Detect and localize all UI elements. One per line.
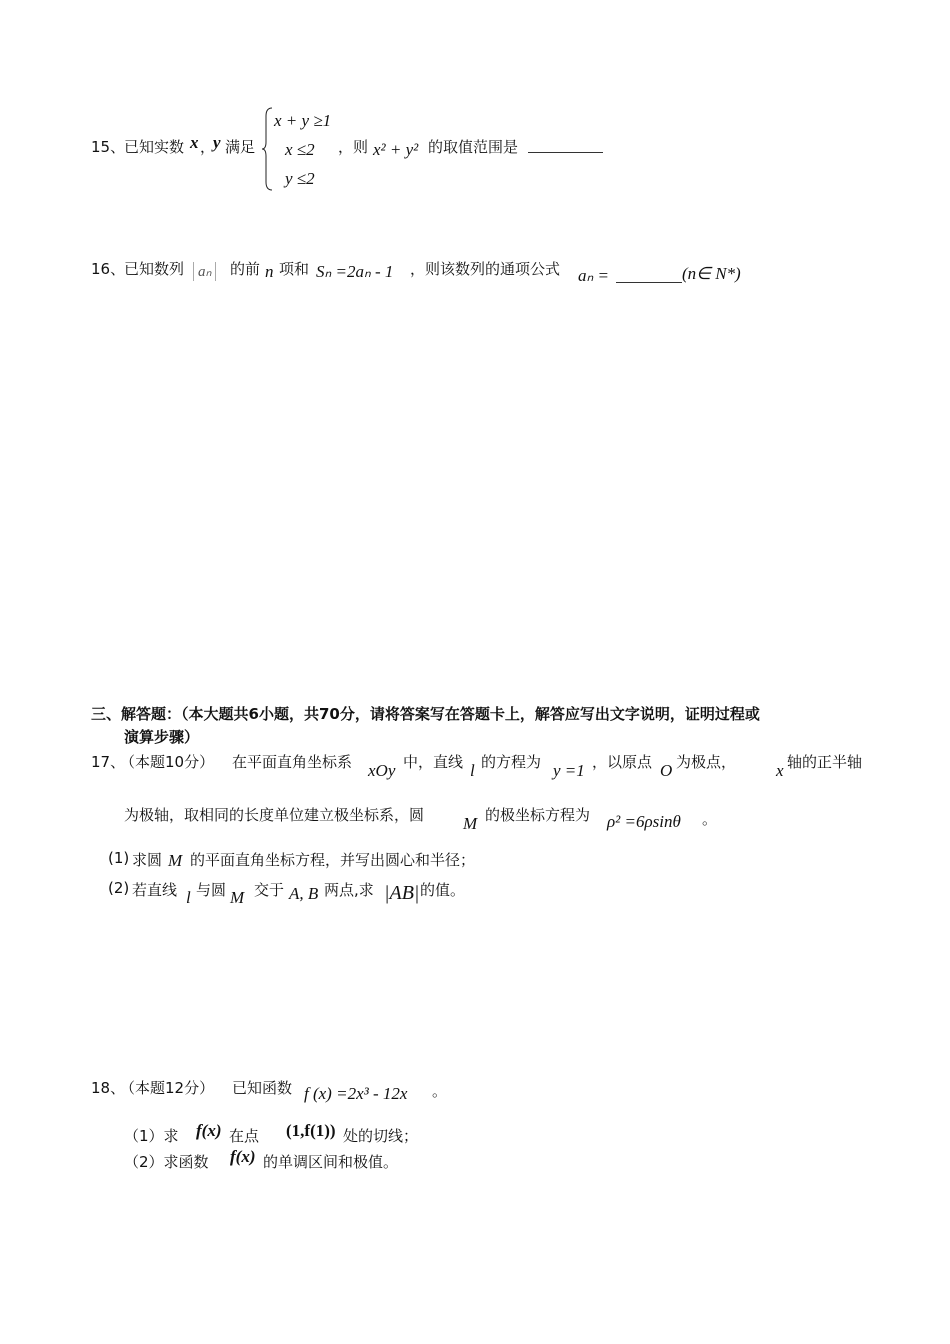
q17-sub2-abs-ab: |AB| — [384, 882, 420, 904]
q17-text-6: 轴的正半轴 — [787, 753, 863, 771]
q17-sub2-m: M — [230, 888, 245, 907]
q18-text-1: 已知函数 — [232, 1079, 293, 1097]
q17-xoy: xOy — [368, 761, 396, 780]
q18-number: 18、 — [91, 1079, 126, 1097]
q17-period: 。 — [702, 810, 718, 828]
q15-text-then: ，则 — [338, 138, 369, 156]
q15-number: 15、 — [91, 138, 126, 156]
q17-o: O — [660, 761, 673, 780]
q18-sub2-fx: f(x) — [230, 1147, 256, 1166]
q17-sub1-a: 求圆 — [132, 851, 163, 869]
q17-text-5: 为极点， — [676, 753, 737, 771]
section-3-line-1: 三、解答题：（本大题共6小题，共70分，请将答案写在答题卡上，解答应写出文字说明，证明过程或 — [91, 705, 760, 723]
q17-sub2-label: (2) — [108, 879, 130, 897]
brace-icon — [262, 106, 274, 192]
q18-sub2-b: 的单调区间和极值。 — [263, 1153, 399, 1171]
q15-constraint-3: y ≤2 — [285, 169, 315, 188]
q16-number: 16、 — [91, 260, 126, 278]
q15-text-satisfy: 满足 — [225, 138, 256, 156]
q17-sub2-b: 与圆 — [196, 881, 227, 899]
section-3-line-2: 演算步骤） — [124, 728, 200, 746]
q16-an-eq: aₙ = — [578, 266, 609, 285]
q17-l: l — [470, 761, 475, 780]
q18-period: 。 — [432, 1082, 448, 1100]
q17-sub2-c: 交于 — [254, 881, 285, 899]
q15-comma: ， — [200, 138, 216, 156]
q17-sub2-d: 两点,求 — [324, 881, 374, 899]
q17-text-1: 在平面直角坐标系 — [232, 753, 353, 771]
q15-constraint-1: x + y ≥1 — [274, 111, 332, 130]
q18-sub1-label: （1）求 — [124, 1127, 179, 1145]
q16-text-mid2: 项和 — [279, 260, 310, 278]
q18-sub1-b: 处的切线； — [343, 1127, 419, 1145]
q16-text-mid1: 的前 — [230, 260, 261, 278]
q15-var-x: x — [190, 133, 199, 152]
q18-sub1-a: 在点 — [229, 1127, 260, 1145]
q17-polar-eq: ρ² =6ρsinθ — [607, 812, 681, 831]
q18-function: f (x) =2x³ - 12x — [304, 1084, 408, 1103]
q15-var-y: y — [213, 133, 221, 152]
q15-text-before: 已知实数 — [124, 138, 185, 156]
q17-number: 17、 — [91, 753, 126, 771]
q16-n: n — [265, 262, 274, 281]
q17-x: x — [776, 761, 784, 780]
q17-m: M — [463, 814, 478, 833]
q17-sub2-e: 的值。 — [420, 881, 466, 899]
q16-text-before: 已知数列 — [124, 260, 185, 278]
q17-eq-line: y =1 — [553, 761, 585, 780]
q16-condition: (n∈ N*) — [682, 264, 741, 283]
q17-text-4: ，以原点 — [592, 753, 653, 771]
q18-sub2-label: （2）求函数 — [124, 1153, 209, 1171]
q17-text-3: 的方程为 — [481, 753, 542, 771]
q17-sub2-a: 若直线 — [132, 881, 178, 899]
q16-answer-blank — [616, 268, 682, 283]
q17-score: （本题10分） — [120, 753, 215, 771]
q17-sub1-b: 的平面直角坐标方程，并写出圆心和半径； — [190, 851, 476, 869]
q18-sub1-point: (1,f(1)) — [286, 1121, 336, 1140]
q18-sub1-fx: f(x) — [196, 1121, 222, 1140]
q15-expr: x² + y² — [373, 140, 419, 159]
q16-sequence: aₙ — [193, 262, 216, 281]
q17-line2-a: 为极轴，取相同的长度单位建立极坐标系，圆 — [124, 806, 425, 824]
q18-score: （本题12分） — [120, 1079, 215, 1097]
q15-answer-blank — [528, 138, 603, 153]
q17-line2-b: 的极坐标方程为 — [485, 806, 591, 824]
q16-text-mid3: ，则该数列的通项公式 — [410, 260, 561, 278]
q17-sub2-ab: A, B — [289, 884, 319, 903]
q17-text-2: 中，直线 — [403, 753, 464, 771]
q17-sub1-m: M — [168, 851, 183, 870]
q16-formula: Sₙ =2aₙ - 1 — [316, 262, 394, 281]
q15-constraint-2: x ≤2 — [285, 140, 315, 159]
q17-sub1-label: (1) — [108, 849, 130, 867]
q15-text-after: 的取值范围是 — [428, 138, 519, 156]
q17-sub2-l: l — [186, 888, 191, 907]
